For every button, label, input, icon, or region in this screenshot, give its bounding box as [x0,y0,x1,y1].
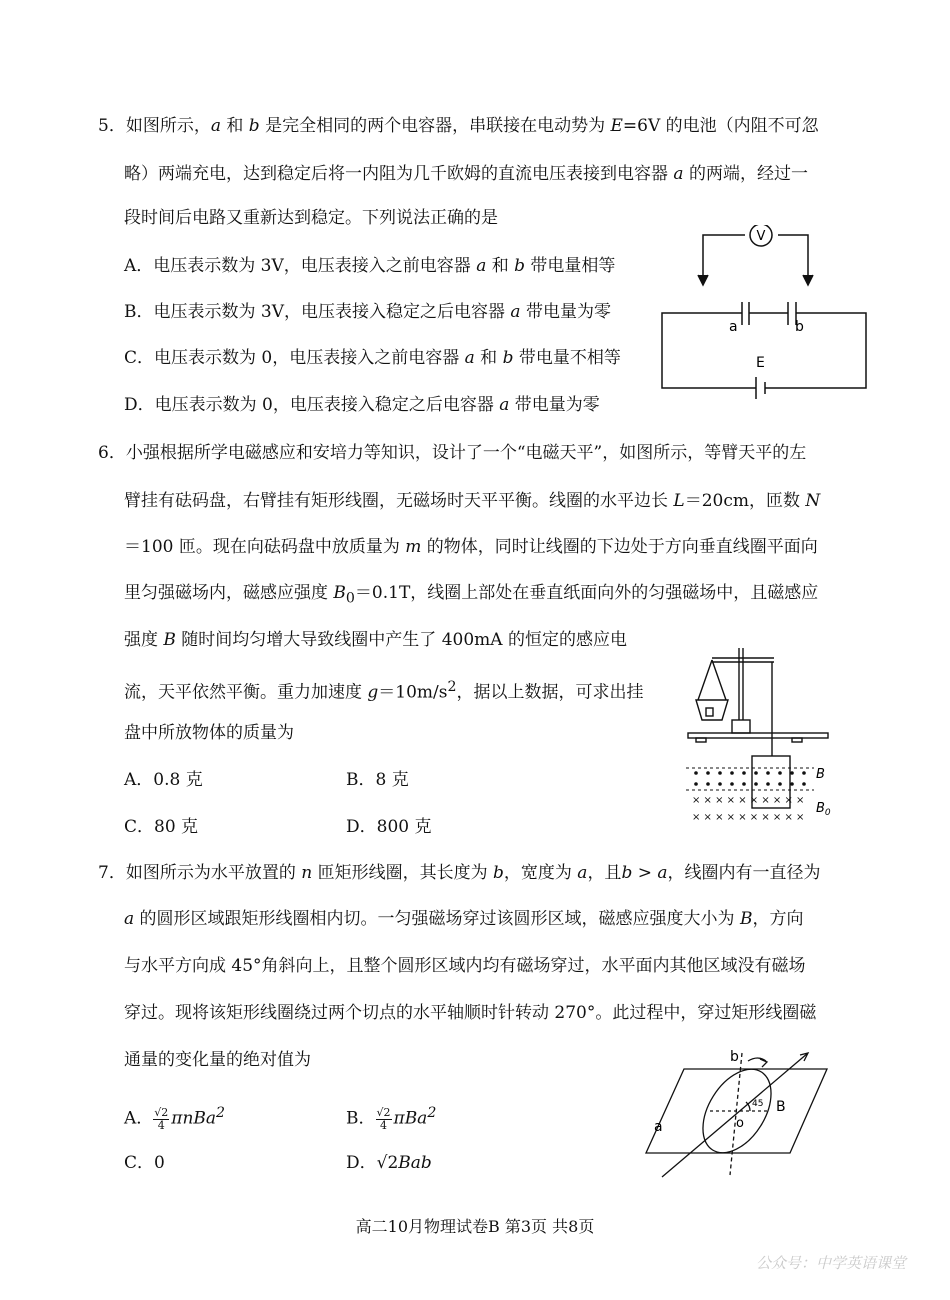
capacitor-b-label: b [795,319,804,335]
q5-option-d: D．电压表示数为 0，电压表接入稳定之后电容器 a 带电量为零 [124,395,600,415]
angle-label: 45 [752,1099,764,1109]
center-o-label: o [736,1116,744,1131]
svg-text:× × × × × × × × × ×: × × × × × × × × × × [692,795,805,806]
q7-line3: 与水平方向成 45°角斜向上，且整个圆形区域内均有磁场穿过，水平面内其他区域没有磁场 [124,956,806,976]
q6-option-a: A．0.8 克 [124,770,203,790]
battery-label: E [756,355,765,371]
q7-option-b: B． $\frac{√2}{4}$ πBa$^2$ [346,1105,437,1132]
q5-option-a: A．电压表示数为 3V，电压表接入之前电容器 a 和 b 带电量相等 [124,256,616,276]
axis-b-label: b [730,1049,739,1065]
q5-circuit-figure [655,225,875,400]
page-footer: 高二10月物理试卷B 第3页 共8页 [355,1217,595,1236]
q7-option-d: D．√2Bab [346,1153,432,1173]
q5-line1: 5．如图所示，a 和 b 是完全相同的两个电容器，串联接在电动势为 E=6V 的电池（内阻不可忽 [98,116,819,136]
q7-coil-figure [640,1045,835,1180]
q7-line1: 7．如图所示为水平放置的 n 匝矩形线圈，其长度为 b，宽度为 a，且b > a，线圈内有一直径为 [98,863,821,883]
side-a-label: a [654,1119,663,1135]
q6-option-d: D．800 克 [346,817,432,837]
q6-line2: 臂挂有砝码盘，右臂挂有矩形线圈，无磁场时天平平衡。线圈的水平边长 L＝20cm，匝数 N [124,491,821,511]
q7-line5: 通量的变化量的绝对值为 [124,1050,311,1070]
q6-line7: 盘中所放物体的质量为 [124,723,294,743]
q5-option-c: C．电压表示数为 0，电压表接入之前电容器 a 和 b 带电量不相等 [124,348,621,368]
q6-line6: 流，天平依然平衡。重力加速度 $g=10m/s^2$，据以上数据，可求出挂 [124,679,644,703]
q5-option-b: B．电压表示数为 3V，电压表接入稳定之后电容器 a 带电量为零 [124,302,611,322]
fraction: $\frac{√2}{4}$ [154,1105,169,1132]
field-b0-label: $B_0$ [816,801,831,818]
q6-line3: ＝100 匝。现在向砝码盘中放质量为 m 的物体，同时让线圈的下边处于方向垂直线圈平面向 [124,537,818,557]
q7-line4: 穿过。现将该矩形线圈绕过两个切点的水平轴顺时针转动 270°。此过程中，穿过矩形线圈磁 [124,1003,817,1023]
q7-line2: a 的圆形区域跟矩形线圈相内切。一匀强磁场穿过该圆形区域，磁感应强度大小为 B，方向 [124,909,804,929]
q6-option-c: C．80 克 [124,817,199,837]
q6-line1: 6．小强根据所学电磁感应和安培力等知识，设计了一个“电磁天平”，如图所示，等臂天平的左 [98,443,807,463]
svg-text:× × × × × × × × × ×: × × × × × × × × × × [692,812,805,823]
field-b-label: B [776,1099,786,1115]
q7-option-a: A． $\frac{√2}{4}$ πnBa$^2$ [124,1105,226,1132]
q5-line2: 略）两端充电，达到稳定后将一内阻为几千欧姆的直流电压表接到电容器 a 的两端，经过一 [124,164,808,184]
q6-balance-figure [682,640,842,830]
fraction: $\frac{√2}{4}$ [376,1105,391,1132]
q6-line4: 里匀强磁场内，磁感应强度 $B_0=0.1T$，线圈上部处在垂直纸面向外的匀强磁场中，且磁感应 [124,583,819,607]
field-b-label: B [816,767,825,782]
voltmeter-label: V [756,229,766,244]
capacitor-a-label: a [729,319,738,335]
watermark: 公众号：中学英语课堂 [755,1254,906,1272]
q6-line5: 强度 B 随时间均匀增大导致线圈中产生了 400mA 的恒定的感应电 [124,630,627,650]
q6-option-b: B．8 克 [346,770,409,790]
q7-option-c: C．0 [124,1153,165,1173]
q5-line3: 段时间后电路又重新达到稳定。下列说法正确的是 [124,208,498,228]
